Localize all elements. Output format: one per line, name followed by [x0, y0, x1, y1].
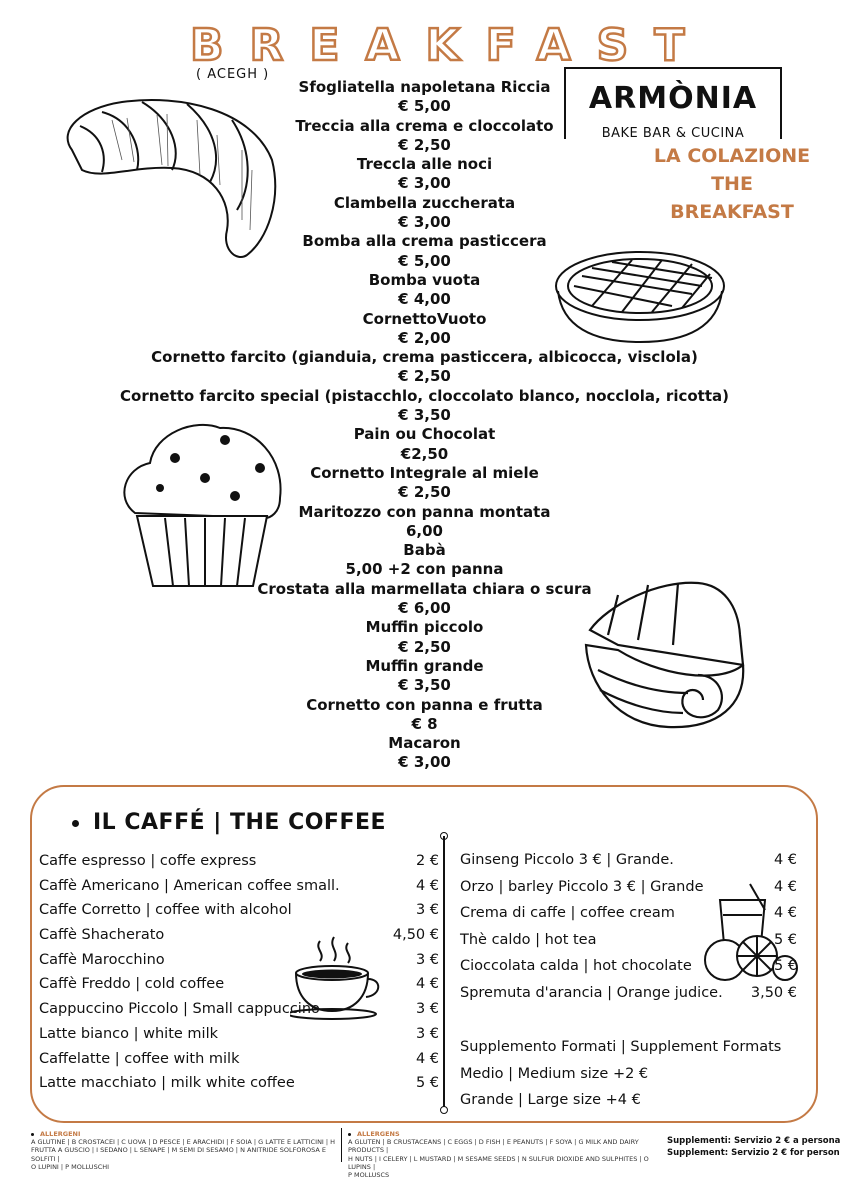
coffee-left-column	[39, 849, 439, 1096]
coffee-item-name: Caffè Marocchino	[39, 951, 165, 968]
menu-item-name: Muffin piccolo	[365, 618, 484, 637]
menu-item-price: € 3,00	[398, 213, 451, 232]
service-supplement: Supplementi: Servizio 2 € a persona Supplement: Servizio 2 € for person	[667, 1136, 841, 1158]
menu-item-price: € 4,00	[398, 290, 451, 309]
menu-item-name: Pain ou Chocolat	[353, 425, 496, 444]
coffee-item-price: 5 €	[773, 931, 797, 948]
menu-item-price: 5,00 +2 con panna	[345, 560, 504, 579]
footer-divider	[341, 1128, 342, 1162]
coffee-item-name: Caffe espresso | coffe express	[39, 853, 257, 869]
bullet-icon	[72, 820, 79, 827]
menu-item-price: 6,00	[405, 521, 443, 540]
menu-item-name: Macaron	[388, 734, 461, 753]
coffee-supplements	[460, 1034, 805, 1114]
coffee-item-price: 4 €	[773, 905, 797, 921]
coffee-item	[39, 1071, 439, 1096]
coffee-item	[39, 1047, 439, 1072]
menu-item-price: € 2,50	[398, 637, 451, 656]
page-title: BREAKFAST	[190, 20, 711, 71]
allergens-english: ALLERGENS A GLUTEN | B CRUSTACEANS | C EGGS | D FISH | E PEANUTS | F SOYA | G MILK AND DAIRY PRODUCTS | H NUTS | I CELERY | L MUSTARD | M SESAME SEEDS | N SULFUR DIOXIDE AND SULPHITES | O LUPINS | P MOLLUSCS	[348, 1130, 649, 1180]
coffee-item-name: Crema di caffe | coffee cream	[460, 905, 675, 921]
menu-item-name: Cornetto con panna e frutta	[306, 695, 543, 714]
coffee-item-price: 4 €	[415, 877, 439, 894]
brand-name: ARMÒNIA	[588, 81, 758, 116]
coffee-item-name: Latte bianco | white milk	[39, 1025, 218, 1042]
coffee-item	[39, 898, 439, 923]
coffee-item	[39, 972, 439, 997]
coffee-item	[39, 997, 439, 1022]
menu-item-price: € 5,00	[398, 251, 451, 270]
coffee-item	[460, 900, 797, 927]
supplement-medium: Medio | Medium size +2 €	[460, 1065, 649, 1082]
coffee-item-price: 3 €	[415, 951, 439, 968]
coffee-item	[39, 923, 439, 948]
menu-item-price: € 3,50	[398, 406, 451, 425]
coffee-item-name: Cappuccino Piccolo | Small cappuccino	[39, 1001, 320, 1018]
menu-item-price: € 6,00	[398, 599, 451, 618]
divider-bottom-icon	[440, 1106, 448, 1114]
coffee-item	[460, 953, 797, 980]
brand-subtitle: BAKE BAR & CUCINA	[586, 126, 760, 141]
coffee-item-name: Caffè Shacherato	[39, 927, 165, 944]
coffee-item-price: 3 €	[415, 1025, 439, 1042]
coffee-item-name: Caffelatte | coffee with milk	[39, 1050, 240, 1067]
menu-item-name: Maritozzo con panna montata	[298, 502, 551, 521]
coffee-item-price: 4,50 €	[392, 927, 439, 944]
coffee-item	[460, 980, 797, 1007]
menu-item-price: € 2,00	[398, 328, 451, 347]
supplement-large: Grande | Large size +4 €	[460, 1092, 641, 1108]
coffee-item	[460, 927, 797, 954]
menu-item-name: Treccia alla crema e cloccolato	[295, 116, 554, 135]
subtitle-line-2: THE	[711, 173, 753, 195]
coffee-item-name: Cioccolata calda | hot chocolate	[460, 958, 692, 974]
coffee-item	[39, 874, 439, 899]
bullet-icon	[31, 1133, 34, 1136]
menu-item-name: Babà	[403, 541, 446, 560]
menu-item-name: Crostata alla marmellata chiara o scura	[257, 579, 592, 598]
coffee-item-price: 3 €	[415, 1001, 439, 1018]
coffee-item-price: 3,50 €	[750, 984, 797, 1001]
menu-item-price: € 2,50	[398, 367, 451, 386]
coffee-title-text: IL CAFFÉ | THE COFFEE	[93, 810, 387, 835]
coffee-right-column	[460, 847, 797, 1006]
menu-item-price: € 2,50	[398, 483, 451, 502]
supplement-heading: Supplemento Formati | Supplement Formats	[460, 1039, 782, 1055]
coffee-section-title	[72, 810, 386, 835]
menu-item-name: Sfogliatella napoletana Riccia	[298, 78, 551, 96]
coffee-item-price: 4 €	[773, 852, 797, 868]
coffee-item-price: 3 €	[415, 902, 439, 919]
coffee-item-price: 4 €	[773, 878, 797, 895]
menu-item-price: € 5,00	[398, 97, 451, 116]
column-divider	[443, 836, 445, 1112]
coffee-item-price: 4 €	[415, 976, 439, 993]
menu-item-name: Treccla alle noci	[356, 155, 493, 174]
menu-item-name: Cornetto Integrale al miele	[310, 463, 539, 482]
menu-item-name: Cornetto farcito special (pistacchlo, cloccolato blanco, nocclola, ricotta)	[120, 386, 729, 405]
menu-item-name: Clambella zuccherata	[333, 193, 516, 212]
coffee-item-price: 5 €	[415, 1075, 439, 1092]
coffee-item-name: Ginseng Piccolo 3 € | Grande.	[460, 852, 674, 868]
coffee-item-price: 5 €	[773, 958, 797, 974]
menu-item-name: Cornetto farcito (gianduia, crema pasticcera, albicocca, visclola)	[151, 348, 698, 367]
coffee-item-name: Caffe Corretto | coffee with alcohol	[39, 902, 292, 919]
menu-item-name: Bomba vuota	[368, 270, 481, 289]
coffee-item-name: Spremuta d'arancia | Orange judice.	[460, 984, 723, 1001]
coffee-item	[460, 874, 797, 901]
breakfast-menu	[0, 78, 849, 773]
menu-item-name: CornettoVuoto	[362, 309, 487, 328]
subtitle-line-3: BREAKFAST	[670, 201, 794, 223]
coffee-item	[39, 948, 439, 973]
menu-item-price: € 2,50	[398, 135, 451, 154]
menu-item-price: € 3,50	[398, 676, 451, 695]
coffee-item-name: Orzo | barley Piccolo 3 € | Grande	[460, 878, 704, 895]
coffee-item-name: Caffè Freddo | cold coffee	[39, 976, 225, 993]
bullet-icon	[348, 1133, 351, 1136]
coffee-item-name: Latte macchiato | milk white coffee	[39, 1075, 295, 1092]
menu-item-name: Bomba alla crema pasticcera	[302, 232, 547, 251]
allergens-italian: ALLERGENI A GLUTINE | B CROSTACEI | C UOVA | D PESCE | E ARACHIDI | F SOIA | G LATTE E LATTICINI | H FRUTTA A GUSCIO | I SEDANO | L SENAPE | M SEMI DI SESAMO | N ANITRIDE SOLFOROSA E SOLFITI | O LUPINI | P MOLLUSCHI	[31, 1130, 336, 1171]
menu-item-name: Muffin grande	[365, 656, 484, 675]
coffee-item	[39, 849, 439, 874]
allergen-code: ( ACEGH )	[196, 67, 270, 82]
coffee-item-name: Thè caldo | hot tea	[460, 931, 597, 948]
menu-item-price: €2,50	[400, 444, 449, 463]
menu-item-price: € 3,00	[398, 174, 451, 193]
coffee-item	[460, 847, 797, 874]
coffee-item	[39, 1022, 439, 1047]
subtitle-line-1: LA COLAZIONE	[653, 145, 811, 167]
menu-item-price: € 3,00	[398, 753, 451, 772]
menu-item-price: € 8	[411, 714, 438, 733]
coffee-item-name: Caffè Americano | American coffee small.	[39, 877, 340, 894]
coffee-item-price: 2 €	[415, 853, 439, 869]
coffee-item-price: 4 €	[415, 1050, 439, 1067]
